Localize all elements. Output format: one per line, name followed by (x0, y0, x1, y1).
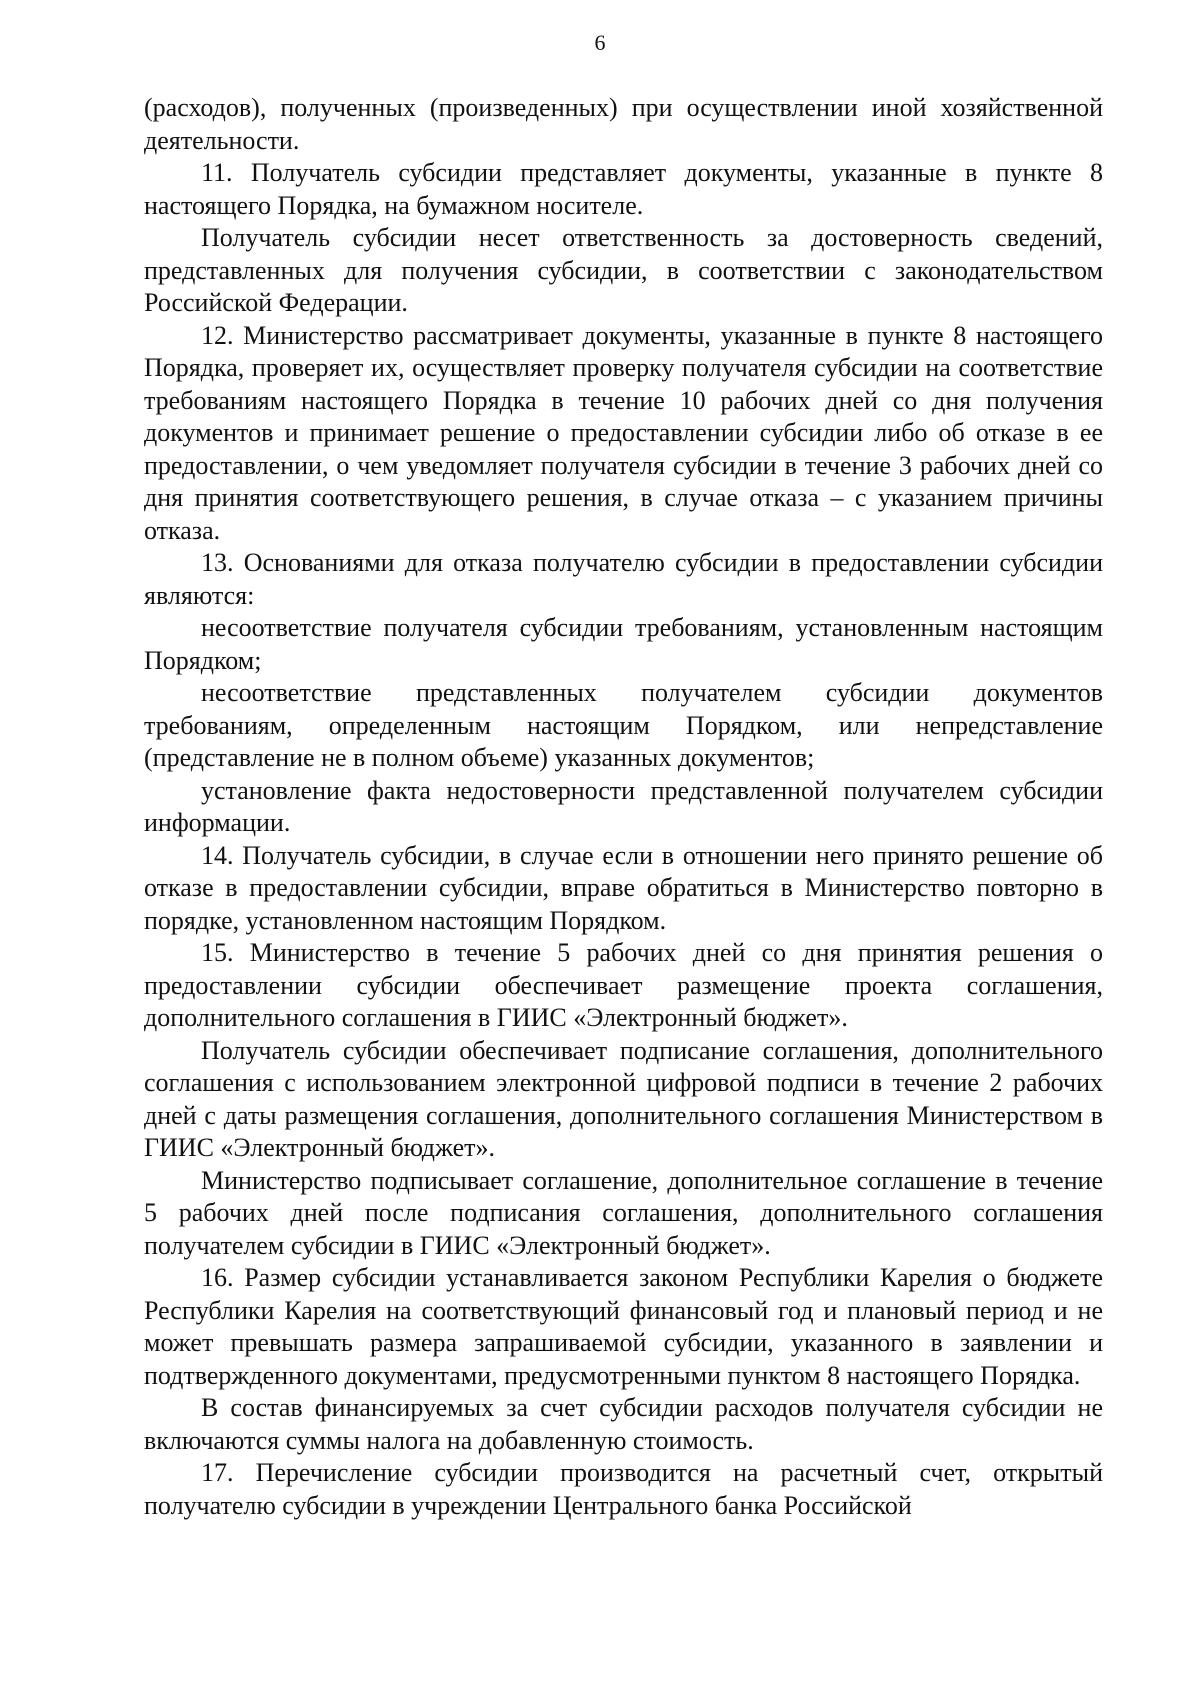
paragraph-item-14: 14. Получатель субсидии, в случае если в отношении него принято решение об отказе в предоставлении субсидии, вправе обратиться в Министерство повторно в порядке, установленном настоящим Порядком. (144, 840, 1103, 935)
paragraph-item-17: 17. Перечисление субсидии производится на расчетный счет, открытый получателю субсидии в учреждении Центрального банка Российской (144, 1458, 1103, 1520)
paragraph-vat: В состав финансируемых за счет субсидии расходов получателя субсидии не включаются суммы налога на добавленную стоимость. (144, 1393, 1103, 1455)
paragraph-continuation: (расходов), полученных (произведенных) при осуществлении иной хозяйственной деятельности. (144, 93, 1103, 155)
paragraph-item-11: 11. Получатель субсидии представляет документы, указанные в пункте 8 настоящего Порядка, на бумажном носителе. (144, 158, 1103, 220)
paragraph-item-16: 16. Размер субсидии устанавливается законом Республики Карелия о бюджете Республики Карелия на соответствующий финансовый год и плановый период и не может превышать размера запрашиваемой субсидии, указанного в заявлении и подтвержденного документами, предусмотренными пунктом 8 настоящего Порядка. (144, 1263, 1103, 1390)
paragraph-item-13: 13. Основаниями для отказа получателю субсидии в предоставлении субсидии являются: (144, 548, 1103, 610)
paragraph-signing-recipient: Получатель субсидии обеспечивает подписание соглашения, дополнительного соглашения с использованием электронной цифровой подписи в течение 2 рабочих дней с даты размещения соглашения, дополнительного соглашения Министерством в ГИИС «Электронный бюджет». (144, 1035, 1103, 1162)
paragraph-refusal-ground-1: несоответствие получателя субсидии требованиям, установленным настоящим Порядком; (144, 613, 1103, 675)
paragraph-item-12: 12. Министерство рассматривает документы, указанные в пункте 8 настоящего Порядка, проверяет их, осуществляет проверку получателя субсидии на соответствие требованиям настоящего Порядка в течение 10 рабочих дней со дня получения документов и принимает решение о предоставлении субсидии либо об отказе в ее предоставлении, о чем уведомляет получателя субсидии в течение 3 рабочих дней со дня принятия соответствующего решения, в случае отказа – с указанием причины отказа. (144, 320, 1103, 545)
paragraph-responsibility: Получатель субсидии несет ответственность за достоверность сведений, представленных для получения субсидии, в соответствии с законодательством Российской Федерации. (144, 223, 1103, 317)
paragraph-refusal-ground-3: установление факта недостоверности представленной получателем субсидии информации. (144, 775, 1103, 837)
paragraph-signing-ministry: Министерство подписывает соглашение, дополнительное соглашение в течение 5 рабочих дней после подписания соглашения, дополнительного соглашения получателем субсидии в ГИИС «Электронный бюджет». (144, 1165, 1103, 1260)
document-body (144, 92, 1103, 1522)
page-number: 6 (594, 30, 606, 55)
paragraph-item-15: 15. Министерство в течение 5 рабочих дней со дня принятия решения о предоставлении субсидии обеспечивает размещение проекта соглашения, дополнительного соглашения в ГИИС «Электронный бюджет». (144, 938, 1103, 1032)
paragraph-refusal-ground-2: несоответствие представленных получателем субсидии документов требованиям, определенным настоящим Порядком, или непредставление (представление не в полном объеме) указанных документов; (144, 678, 1103, 772)
